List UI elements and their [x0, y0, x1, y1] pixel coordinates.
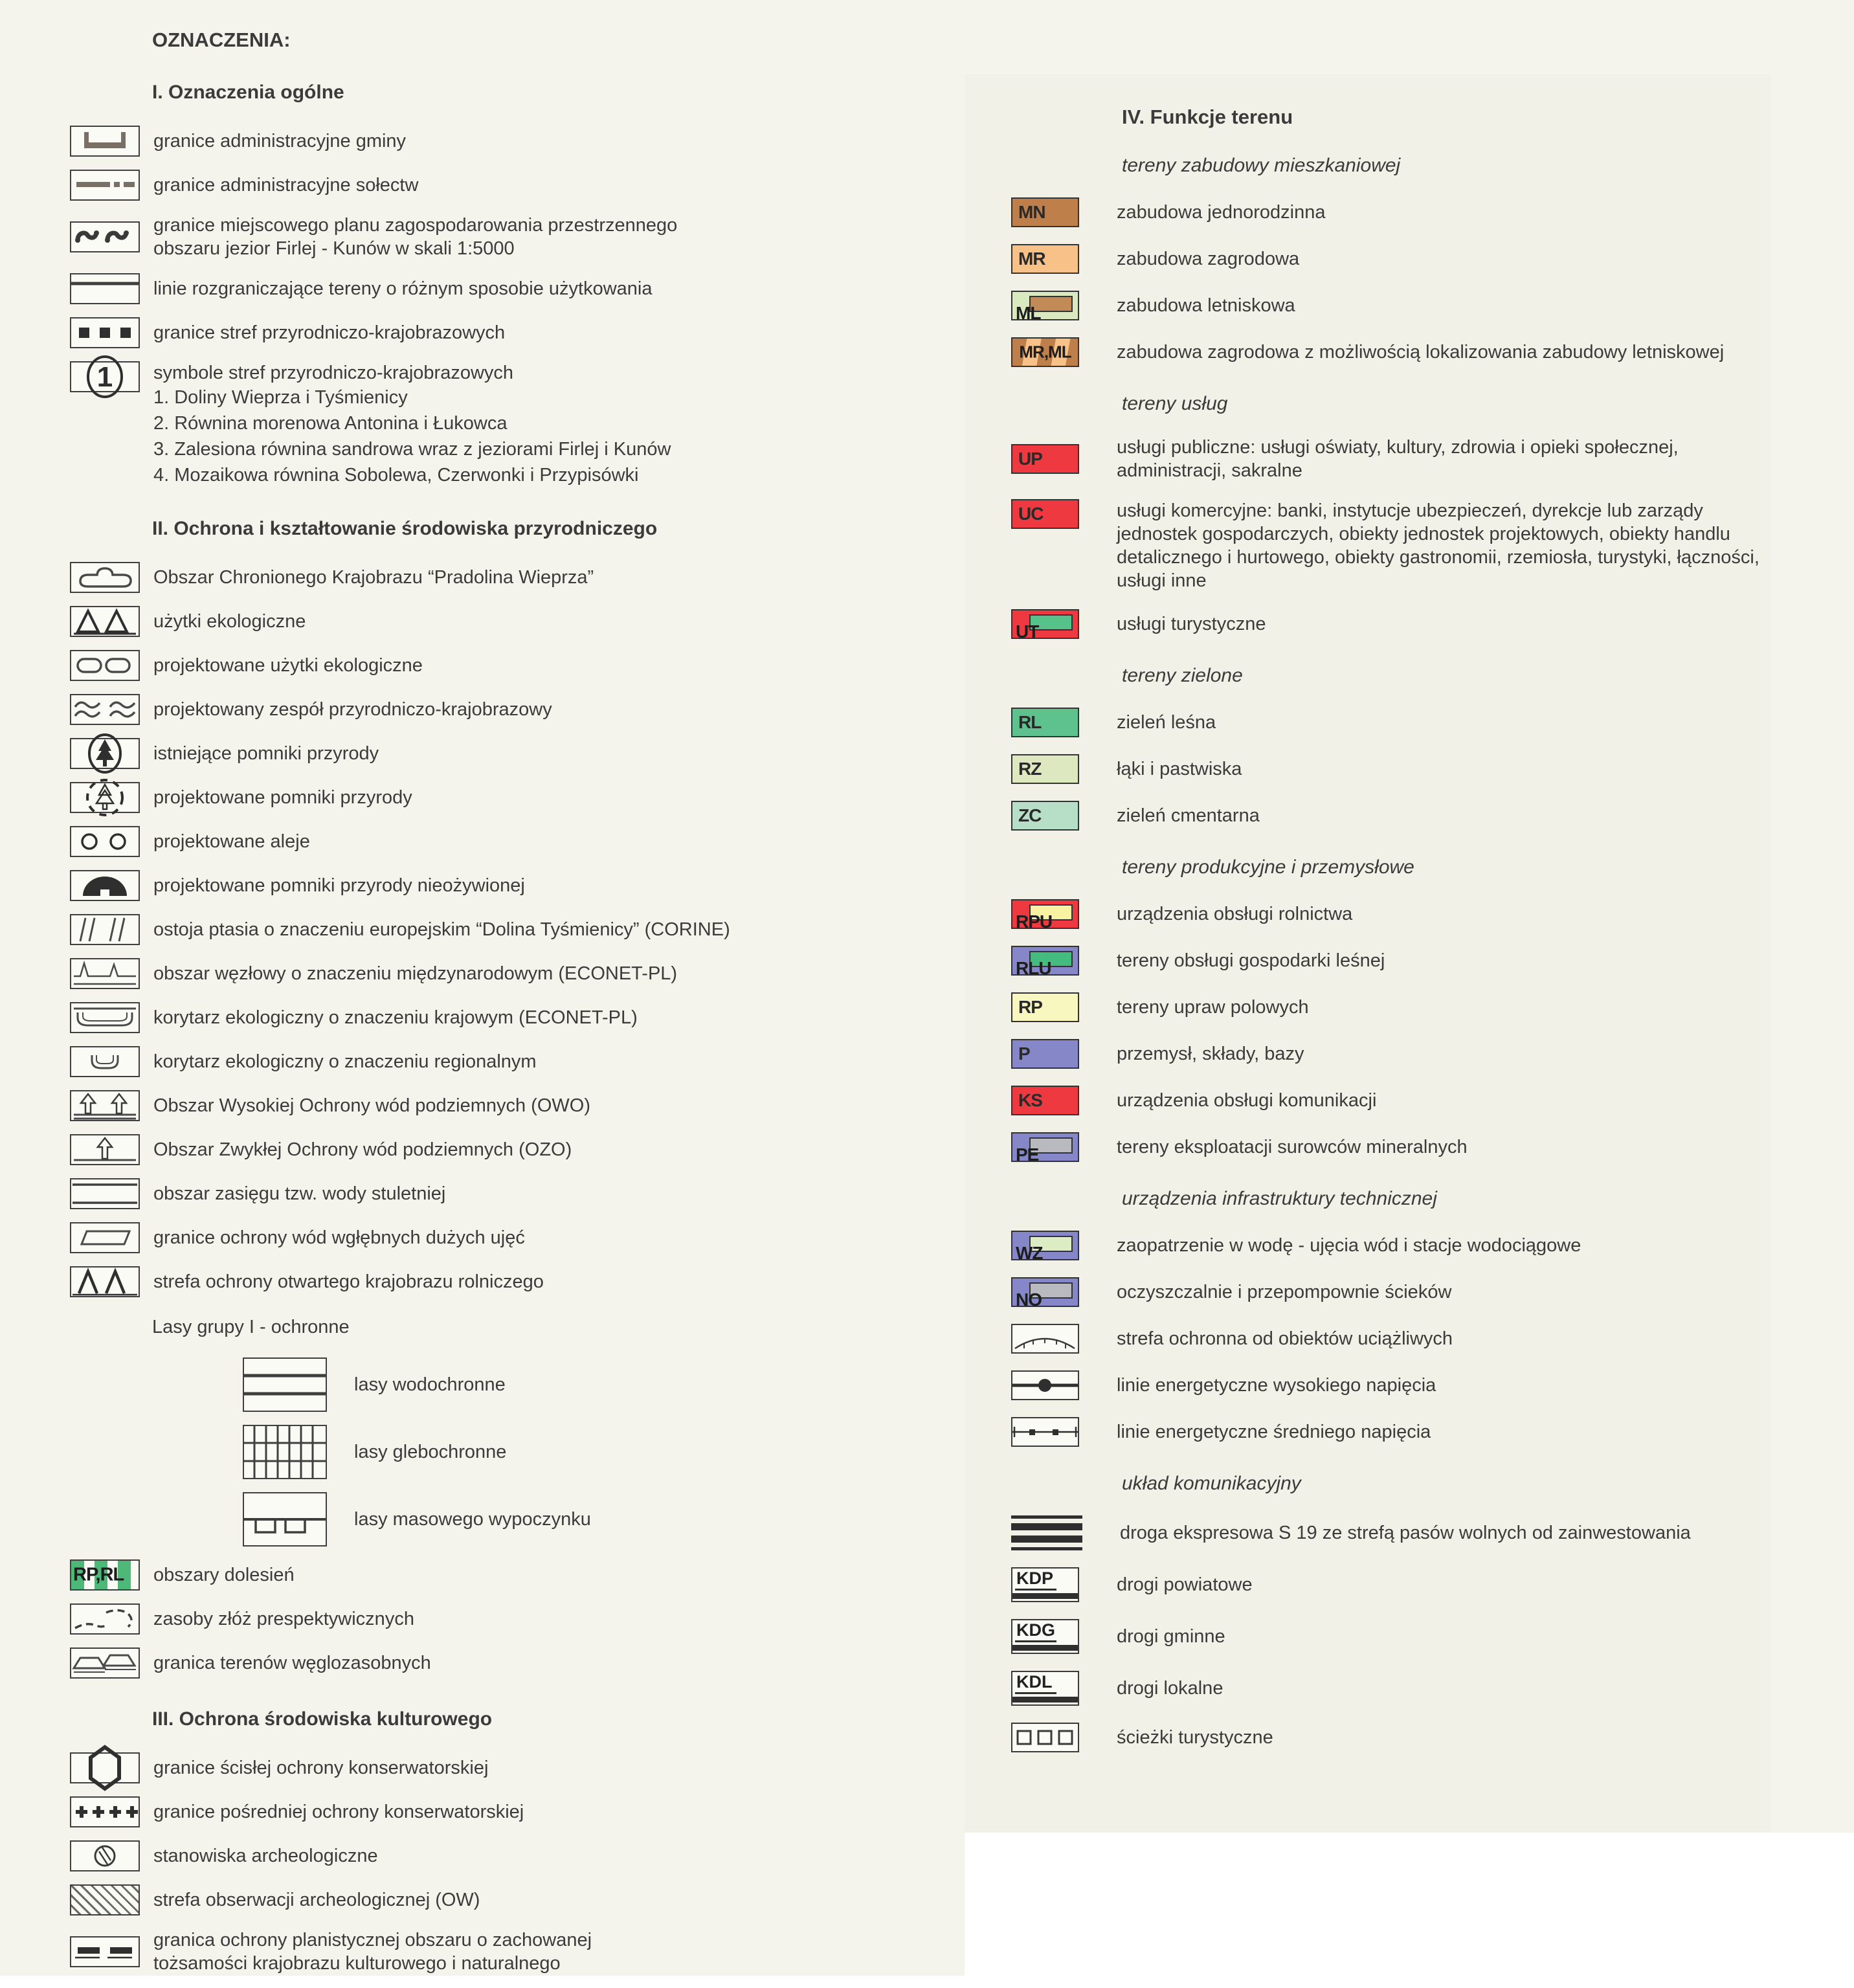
item-label: granice stref przyrodniczo-krajobrazowych [153, 322, 506, 343]
item-label: łąki i pastwiska [1117, 759, 1242, 779]
item-label: granice administracyjne sołectw [153, 175, 419, 195]
item-label: projektowane aleje [153, 831, 310, 852]
item-label: obszar zasięgu tzw. wody stuletniej [153, 1183, 446, 1204]
legend-item [70, 562, 965, 593]
item-label: urządzenia obsługi rolnictwa [1117, 904, 1353, 924]
item-label: obszar węzłowy o znaczeniu międzynarodowym (ECONET-PL) [153, 963, 678, 984]
tourist-trails-icon [1011, 1723, 1079, 1752]
residential-subheading: tereny zabudowy mieszkaniowej [1122, 155, 1401, 176]
legend-item [1011, 291, 1771, 323]
area-code-box-rp [1011, 992, 1079, 1022]
legend-item [243, 1492, 965, 1547]
item-label: korytarz ekologiczny o znaczeniu krajowym (ECONET-PL) [153, 1007, 638, 1028]
national-corridor-icon [70, 1002, 140, 1033]
item-label: istniejące pomniki przyrody [153, 743, 379, 764]
legend-item [1011, 801, 1771, 831]
item-label: zaopatrzenie w wodę - ujęcia wód i stacje wodociągowe [1117, 1235, 1581, 1256]
item-label: strefa ochronna od obiektów uciążliwych [1117, 1328, 1453, 1349]
municipality-boundary-icon [70, 126, 140, 157]
legend-item [70, 1840, 965, 1871]
road-code: KDP [1016, 1569, 1054, 1588]
planned-alleys-icon [70, 826, 140, 857]
services-subheading: tereny usług [1122, 393, 1228, 414]
item-label: lasy glebochronne [354, 1442, 507, 1462]
area-code: RP [1018, 997, 1042, 1017]
item-label: zasoby złóż prespektywicznych [153, 1609, 414, 1629]
road-code: KDL [1016, 1672, 1053, 1692]
legend-item [70, 606, 965, 637]
legend-item [1011, 708, 1771, 737]
legend-right-column [965, 74, 1771, 1769]
legend-item [70, 1134, 965, 1165]
green-areas-subheading: tereny zielone [1122, 665, 1243, 686]
area-code: RZ [1018, 759, 1042, 779]
area-code-box-zc [1011, 801, 1079, 831]
legend-item [1011, 1723, 1771, 1752]
item-label: tereny obsługi gospodarki leśnej [1117, 950, 1385, 971]
area-code-box-mrml [1011, 337, 1079, 367]
legend-item [70, 214, 965, 260]
item-label: projektowany zespół przyrodniczo-krajobrazowy [153, 699, 552, 720]
item-label: zabudowa zagrodowa z możliwością lokalizowania zabudowy letniskowej [1117, 342, 1725, 363]
area-code: RLU [1016, 958, 1051, 978]
item-label: linie energetyczne średniego napięcia [1117, 1422, 1431, 1442]
planned-ecological-land-icon [70, 650, 140, 681]
item-label: usługi komercyjne: banki, instytucje ubezpieczeń, dyrekcje lub zarządy jednostek gospodarczych, obiekty jednostek projektowych, obiekty handlu detalicznego i hurtowego, obiekty gastronomii, rzemiosła, turystyki, łączności, usługi inne [1117, 500, 1759, 591]
planning-protection-boundary-icon [70, 1936, 140, 1967]
item-label: granica terenów węglozasobnych [153, 1653, 431, 1673]
item-label: drogi gminne [1117, 1626, 1225, 1647]
industrial-subheading: tereny produkcyjne i przemysłowe [1122, 856, 1414, 878]
item-label: zabudowa jednorodzinna [1117, 202, 1326, 223]
infrastructure-subheading: urządzenia infrastruktury technicznej [1122, 1188, 1437, 1209]
legend-item [1011, 992, 1771, 1022]
legend-item [243, 1425, 965, 1479]
legend-item [1011, 1370, 1771, 1400]
area-code-box-no [1011, 1277, 1079, 1310]
owo-groundwater-icon [70, 1090, 140, 1121]
item-label: projektowane pomniki przyrody [153, 787, 412, 808]
legend-item [70, 1647, 965, 1679]
section-3-heading: III. Ochrona środowiska kulturowego [152, 1708, 493, 1730]
area-code: ZC [1018, 805, 1042, 825]
item-label: zabudowa zagrodowa [1117, 249, 1300, 269]
legend-item [1011, 1619, 1771, 1654]
ecological-land-icon [70, 606, 140, 637]
nature-landscape-complex-icon [70, 694, 140, 725]
existing-nature-monument-icon [70, 738, 140, 769]
area-code-box-wz [1011, 1231, 1079, 1263]
local-road-icon [1011, 1671, 1079, 1706]
item-label: przemysł, składy, bazy [1117, 1044, 1304, 1064]
legend-item [70, 1928, 965, 1975]
legend-item [1011, 609, 1771, 642]
commune-road-icon [1011, 1619, 1079, 1654]
section-4-heading: IV. Funkcje terenu [1122, 106, 1293, 128]
legend-item [1011, 436, 1771, 482]
legend-item [70, 317, 965, 348]
expressway-s19-icon [1011, 1515, 1082, 1550]
section-1-heading: I. Oznaczenia ogólne [152, 82, 344, 103]
area-code-box-mn [1011, 197, 1079, 227]
inanimate-monument-icon [70, 870, 140, 901]
area-code: P [1018, 1044, 1030, 1064]
item-label: korytarz ekologiczny o znaczeniu regionalnym [153, 1051, 537, 1072]
item-label: urządzenia obsługi komunikacji [1117, 1090, 1377, 1111]
item-label: strefa ochrony otwartego krajobrazu rolniczego [153, 1271, 544, 1292]
landscape-zone-boundary-icon [70, 317, 140, 348]
legend-item [1011, 337, 1771, 367]
landscape-zone-symbol-icon [70, 361, 140, 392]
area-code-box-rl [1011, 708, 1079, 737]
regional-corridor-icon [70, 1046, 140, 1077]
legend-item [1011, 1132, 1771, 1165]
area-code: UC [1018, 504, 1044, 524]
hundred-year-flood-icon [70, 1178, 140, 1209]
county-road-icon [1011, 1567, 1079, 1602]
legend-item [1011, 1277, 1771, 1310]
area-code-box-pe [1011, 1132, 1079, 1165]
area-code: MR,ML [1019, 342, 1071, 362]
item-label: linie rozgraniczające tereny o różnym sposobie użytkowania [153, 278, 653, 299]
legend-item [70, 170, 965, 201]
item-label: symbole stref przyrodniczo-krajobrazowych [153, 363, 514, 383]
plan-boundary-icon [70, 221, 140, 252]
legend-item [1011, 1417, 1771, 1447]
item-label: usługi publiczne: usługi oświaty, kultury, zdrowia i opieki społecznej, administracji, sakralne [1117, 437, 1679, 481]
planned-nature-monument-icon [70, 782, 140, 813]
legend-item [70, 958, 965, 989]
archaeological-site-icon [70, 1840, 140, 1871]
area-code: UT [1016, 621, 1039, 642]
area-code: ML [1016, 303, 1041, 323]
item-label: lasy masowego wypoczynku [354, 1509, 591, 1530]
legend-title: OZNACZENIA: [152, 28, 291, 51]
area-code-box-rlu [1011, 946, 1079, 976]
item-label: tereny eksploatacji surowców mineralnych [1117, 1137, 1468, 1157]
bird-refuge-icon [70, 914, 140, 945]
legend-item [1011, 1515, 1771, 1550]
area-code-box-uc [1011, 499, 1079, 529]
item-label: granice miejscowego planu zagospodarowania przestrzennego obszaru jezior Firlej - Kunów w skali 1:5000 [153, 215, 678, 259]
item-label: projektowane pomniki przyrody nieożywionej [153, 875, 525, 896]
legend-item [70, 1559, 965, 1591]
area-code: PE [1016, 1145, 1039, 1165]
item-label: granice ścisłej ochrony konserwatorskiej [153, 1758, 489, 1778]
panel-right-margin [1771, 0, 1854, 1833]
area-code: MR [1018, 249, 1045, 269]
area-code: MN [1018, 202, 1045, 222]
legend-item [70, 694, 965, 725]
zone-list-entry: 3. Zalesiona równina sandrowa wraz z jeziorami Firlej i Kunów [153, 439, 671, 460]
legend-item [1011, 754, 1771, 784]
legend-item [70, 914, 965, 945]
legend-item [70, 1752, 965, 1783]
legend-item [1011, 499, 1771, 592]
legend-item [70, 1002, 965, 1033]
soil-protection-forest-icon [243, 1425, 327, 1479]
ozo-groundwater-icon [70, 1134, 140, 1165]
area-code: RPU [1016, 911, 1053, 932]
legend-item [70, 273, 965, 304]
item-label: ścieżki turystyczne [1117, 1727, 1273, 1748]
svg-text:1: 1 [96, 361, 113, 393]
legend-item [70, 1178, 965, 1209]
item-label: droga ekspresowa S 19 ze strefą pasów wolnych od zainwestowania [1120, 1523, 1691, 1543]
legend-item [70, 1222, 965, 1253]
legend-item [70, 738, 965, 769]
legend-item [70, 1266, 965, 1297]
item-label: Obszar Zwykłej Ochrony wód podziemnych (OZO) [153, 1139, 572, 1160]
item-label: projektowane użytki ekologiczne [153, 655, 423, 676]
item-label: zabudowa letniskowa [1117, 295, 1295, 316]
strict-conservation-icon [70, 1752, 140, 1783]
transport-subheading: układ komunikacyjny [1122, 1473, 1301, 1494]
legend-item [70, 1884, 965, 1915]
indirect-conservation-icon [70, 1796, 140, 1827]
recreation-forest-icon [243, 1492, 327, 1547]
item-label: usługi turystyczne [1117, 614, 1266, 634]
econet-node-area-icon [70, 958, 140, 989]
legend-item [1011, 244, 1771, 274]
legend-item [1011, 1039, 1771, 1069]
medium-voltage-line-icon [1011, 1417, 1079, 1447]
area-code-box-ml [1011, 291, 1079, 323]
legend-item [1011, 1086, 1771, 1115]
section-2-heading: II. Ochrona i kształtowanie środowiska przyrodniczego [152, 518, 658, 539]
item-label: stanowiska archeologiczne [153, 1846, 378, 1866]
water-protection-forest-icon [243, 1357, 327, 1412]
high-voltage-line-icon [1011, 1370, 1079, 1400]
area-code: RL [1018, 712, 1042, 732]
item-label: granica ochrony planistycznej obszaru o zachowanej tożsamości krajobrazu kulturowego i naturalnego [153, 1930, 592, 1974]
village-boundary-icon [70, 170, 140, 201]
protected-landscape-icon [70, 562, 140, 593]
item-label: zieleń leśna [1117, 712, 1216, 733]
area-code-box-rz [1011, 754, 1079, 784]
afforestation-areas-icon [70, 1559, 140, 1591]
legend-item [70, 650, 965, 681]
item-label: obszary dolesień [153, 1565, 295, 1585]
item-label: drogi lokalne [1117, 1678, 1223, 1699]
forest-group-heading: Lasy grupy I - ochronne [152, 1317, 350, 1337]
legend-item [70, 126, 965, 157]
area-code-box-rpu [1011, 899, 1079, 932]
zone-list-entry: 2. Równina morenowa Antonina i Łukowca [153, 413, 508, 434]
legend-item [70, 1603, 965, 1635]
legend-item [1011, 946, 1771, 976]
area-code-box-up [1011, 444, 1079, 474]
legend-item [70, 826, 965, 857]
item-label: oczyszczalnie i przepompownie ścieków [1117, 1282, 1452, 1302]
item-label: granice ochrony wód wgłębnych dużych ujęć [153, 1227, 525, 1248]
zone-list-entry: 1. Doliny Wieprza i Tyśmienicy [153, 387, 408, 408]
area-code: WZ [1016, 1243, 1043, 1263]
item-label: użytki ekologiczne [153, 611, 306, 632]
legend-item [70, 361, 965, 488]
item-label: granice administracyjne gminy [153, 131, 407, 151]
legend-item [70, 782, 965, 813]
legend-item [1011, 1567, 1771, 1602]
legend-item [243, 1357, 965, 1412]
item-label: tereny upraw polowych [1117, 997, 1309, 1018]
archaeological-observation-zone-icon [70, 1884, 140, 1915]
legend-item [70, 1090, 965, 1121]
item-label: Obszar Wysokiej Ochrony wód podziemnych (OWO) [153, 1095, 590, 1116]
legend-item [70, 870, 965, 901]
area-code-box-ut [1011, 609, 1079, 642]
area-code: UP [1018, 449, 1042, 469]
item-label: zieleń cmentarna [1117, 805, 1260, 826]
area-code-box-ks [1011, 1086, 1079, 1115]
open-agricultural-landscape-icon [70, 1266, 140, 1297]
zone-list-entry: 4. Mozaikowa równina Sobolewa, Czerwonki i Przypisówki [153, 465, 639, 486]
area-code: KS [1018, 1090, 1042, 1110]
legend-item [1011, 1231, 1771, 1263]
coal-resource-boundary-icon [70, 1647, 140, 1679]
item-label: linie energetyczne wysokiego napięcia [1117, 1375, 1436, 1396]
area-code-box-p [1011, 1039, 1079, 1069]
item-label: granice pośredniej ochrony konserwatorskiej [153, 1802, 524, 1822]
road-code: KDG [1016, 1620, 1055, 1640]
item-label: ostoja ptasia o znaczeniu europejskim “Dolina Tyśmienicy” (CORINE) [153, 919, 730, 940]
prospective-deposits-icon [70, 1603, 140, 1635]
legend-item [1011, 899, 1771, 932]
legend-item [1011, 1671, 1771, 1706]
area-code: NO [1016, 1290, 1042, 1310]
legend-item [70, 1796, 965, 1827]
item-label: Obszar Chronionego Krajobrazu “Pradolina Wieprza” [153, 567, 594, 588]
item-label: lasy wodochronne [354, 1374, 506, 1395]
legend-item [70, 1046, 965, 1077]
item-label: drogi powiatowe [1117, 1574, 1253, 1595]
area-code-box-mr [1011, 244, 1079, 274]
dividing-lines-icon [70, 273, 140, 304]
protection-zone-icon [1011, 1324, 1079, 1354]
legend-item [1011, 1324, 1771, 1354]
legend-item [1011, 197, 1771, 227]
panel-top-margin [965, 0, 1771, 74]
deep-water-intake-icon [70, 1222, 140, 1253]
item-label: strefa obserwacji archeologicznej (OW) [153, 1890, 480, 1910]
afforestation-code: RP,RL [73, 1564, 124, 1585]
